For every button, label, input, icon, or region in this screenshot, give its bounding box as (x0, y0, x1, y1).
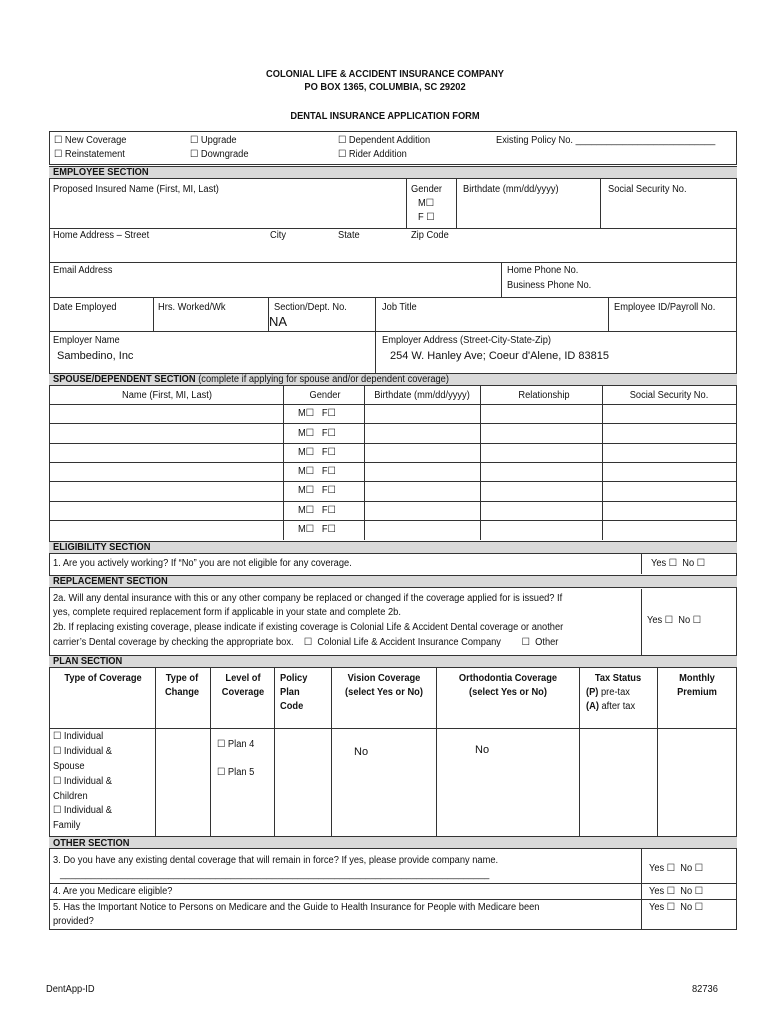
ssn-field[interactable]: Social Security No. (608, 184, 687, 195)
q2-yes-no[interactable]: Yes ☐ No ☐ (647, 615, 702, 626)
employee-section-title: EMPLOYEE SECTION (53, 167, 149, 178)
existing-policy-field[interactable]: Existing Policy No. ___________________________ (496, 135, 716, 146)
other-section-title: OTHER SECTION (53, 838, 130, 849)
company-address: PO BOX 1365, COLUMBIA, SC 29202 (304, 82, 466, 93)
date-employed-field[interactable]: Date Employed (53, 302, 117, 313)
home-phone-field[interactable]: Home Phone No. (507, 265, 579, 276)
zip-field[interactable]: Zip Code (411, 230, 449, 241)
col-vision-1: Vision Coverage (347, 673, 421, 684)
q1-actively-working: 1. Are you actively working? If “No” you are not eligible for any coverage. (53, 558, 352, 569)
rider-addition-option[interactable]: ☐ Rider Addition (338, 149, 407, 160)
opt-individual[interactable]: ☐ Individual (53, 731, 104, 742)
col-policy-1: Policy (280, 673, 308, 684)
colonial-option[interactable]: ☐ Colonial Life & Accident Insurance Company (303, 637, 501, 648)
other-section-header (49, 836, 737, 849)
hours-worked-field[interactable]: Hrs. Worked/Wk (158, 302, 226, 313)
footer-form-number: 82736 (692, 984, 718, 995)
city-field[interactable]: City (270, 230, 287, 241)
business-phone-field[interactable]: Business Phone No. (507, 280, 592, 291)
col-level-1: Level of (225, 673, 261, 684)
replacement-section-title: REPLACEMENT SECTION (53, 576, 168, 587)
q2a-line1: 2a. Will any dental insurance with this or any other company be replaced or changed if the coverage applied for is issued? If (53, 593, 563, 604)
new-coverage-option[interactable]: ☐ New Coverage (54, 135, 127, 146)
dependent-7-gender[interactable]: M☐ F☐ (298, 524, 336, 535)
reinstatement-option[interactable]: ☐ Reinstatement (54, 149, 125, 160)
col-vision-2: (select Yes or No) (345, 687, 423, 698)
vision-coverage-value[interactable]: No (354, 746, 369, 758)
spouse-section-title: SPOUSE/DEPENDENT SECTION (complete if applying for spouse and/or dependent coverage) (53, 374, 449, 385)
insured-name-field[interactable]: Proposed Insured Name (First, MI, Last) (53, 184, 219, 195)
opt-individual-family[interactable]: ☐ Individual & (53, 805, 113, 816)
q5-line1: 5. Has the Important Notice to Persons on Medicare and the Guide to Health Insurance for People with Medicare been (53, 902, 540, 913)
dependent-addition-option[interactable]: ☐ Dependent Addition (338, 135, 431, 146)
opt-individual-spouse[interactable]: ☐ Individual & (53, 746, 113, 757)
dependent-gender-col: Gender (309, 390, 341, 401)
col-premium-2: Premium (677, 687, 717, 698)
dependent-5-gender[interactable]: M☐ F☐ (298, 485, 336, 496)
dependent-2-gender[interactable]: M☐ F☐ (298, 428, 336, 439)
section-dept-label: Section/Dept. No. (274, 302, 347, 313)
employee-gender-f[interactable]: F ☐ (418, 212, 435, 223)
q3-yes-no[interactable]: Yes ☐ No ☐ (649, 863, 704, 874)
q3-existing-coverage: 3. Do you have any existing dental coverage that will remain in force? If yes, please provide company name. (53, 855, 499, 866)
eligibility-section-header (49, 541, 737, 554)
other-carrier-option[interactable]: ☐ Other (521, 637, 559, 648)
col-policy-2: Plan (280, 687, 300, 698)
q2a-line2: yes, complete required replacement form if applicable in your state and complete 2b. (53, 607, 401, 618)
col-tax-aftertax: (A) after tax (586, 701, 636, 712)
downgrade-option[interactable]: ☐ Downgrade (190, 149, 249, 160)
state-field[interactable]: State (338, 230, 360, 241)
opt-individual-family-2: Family (53, 820, 81, 831)
upgrade-option[interactable]: ☐ Upgrade (190, 135, 237, 146)
q4-yes-no[interactable]: Yes ☐ No ☐ (649, 886, 704, 897)
opt-individual-children[interactable]: ☐ Individual & (53, 776, 113, 787)
birthdate-field[interactable]: Birthdate (mm/dd/yyyy) (463, 184, 559, 195)
opt-plan-4[interactable]: ☐ Plan 4 (217, 739, 255, 750)
col-type-of-change-1: Type of (165, 673, 199, 684)
dependent-ssn-col: Social Security No. (629, 390, 709, 401)
opt-individual-children-2: Children (53, 791, 88, 802)
col-tax-pretax: (P) pre-tax (586, 687, 630, 698)
dependent-1-gender[interactable]: M☐ F☐ (298, 408, 336, 419)
employer-address-label: Employer Address (Street-City-State-Zip) (382, 335, 551, 346)
dependent-birthdate-col: Birthdate (mm/dd/yyyy) (374, 390, 470, 401)
opt-plan-5[interactable]: ☐ Plan 5 (217, 767, 255, 778)
ortho-coverage-value[interactable]: No (475, 744, 490, 756)
col-type-of-change-2: Change (164, 687, 200, 698)
q2b-line2: carrier’s Dental coverage by checking the appropriate box. ☐ Colonial Life & Accident Insurance Company ☐ Other (53, 637, 559, 648)
dependent-relationship-col: Relationship (518, 390, 570, 401)
employee-id-field[interactable]: Employee ID/Payroll No. (614, 302, 716, 313)
col-policy-3: Code (280, 701, 304, 712)
employer-name-label: Employer Name (53, 335, 120, 346)
section-dept-value[interactable]: NA (269, 314, 288, 329)
gender-label: Gender (411, 184, 443, 195)
col-tax-status: Tax Status (594, 673, 642, 684)
home-street-field[interactable]: Home Address – Street (53, 230, 150, 241)
plan-section-header (49, 655, 737, 668)
col-premium-1: Monthly (679, 673, 715, 684)
footer-form-id: DentApp-ID (46, 984, 95, 995)
col-ortho-1: Orthodontia Coverage (458, 673, 558, 684)
email-field[interactable]: Email Address (53, 265, 113, 276)
q3-company-line[interactable]: ___________________________________________________________________________________ (60, 869, 490, 880)
eligibility-section-title: ELIGIBILITY SECTION (53, 542, 151, 553)
job-title-field[interactable]: Job Title (382, 302, 417, 313)
dependent-name-col: Name (First, MI, Last) (122, 390, 212, 401)
employer-address-value[interactable]: 254 W. Hanley Ave; Coeur d'Alene, ID 83815 (390, 350, 609, 362)
form-title: DENTAL INSURANCE APPLICATION FORM (290, 111, 480, 122)
col-level-2: Coverage (221, 687, 265, 698)
plan-section-title: PLAN SECTION (53, 656, 123, 667)
dependent-3-gender[interactable]: M☐ F☐ (298, 447, 336, 458)
employer-name-value[interactable]: Sambedino, Inc (57, 350, 134, 362)
q4-medicare: 4. Are you Medicare eligible? (53, 886, 173, 897)
q5-line2: provided? (53, 916, 94, 927)
employee-section-header (49, 166, 737, 179)
dependent-6-gender[interactable]: M☐ F☐ (298, 505, 336, 516)
col-ortho-2: (select Yes or No) (469, 687, 547, 698)
q2b-line1: 2b. If replacing existing coverage, please indicate if existing coverage is Colonial Life & Accident Dental coverage or another (53, 622, 564, 633)
employee-gender-m[interactable]: M☐ (418, 198, 435, 209)
opt-individual-spouse-2: Spouse (53, 761, 85, 772)
company-name: COLONIAL LIFE & ACCIDENT INSURANCE COMPANY (265, 69, 505, 80)
q1-yes-no[interactable]: Yes ☐ No ☐ (651, 558, 706, 569)
dependent-4-gender[interactable]: M☐ F☐ (298, 466, 336, 477)
q5-yes-no[interactable]: Yes ☐ No ☐ (649, 902, 704, 913)
col-type-of-coverage: Type of Coverage (64, 673, 142, 684)
